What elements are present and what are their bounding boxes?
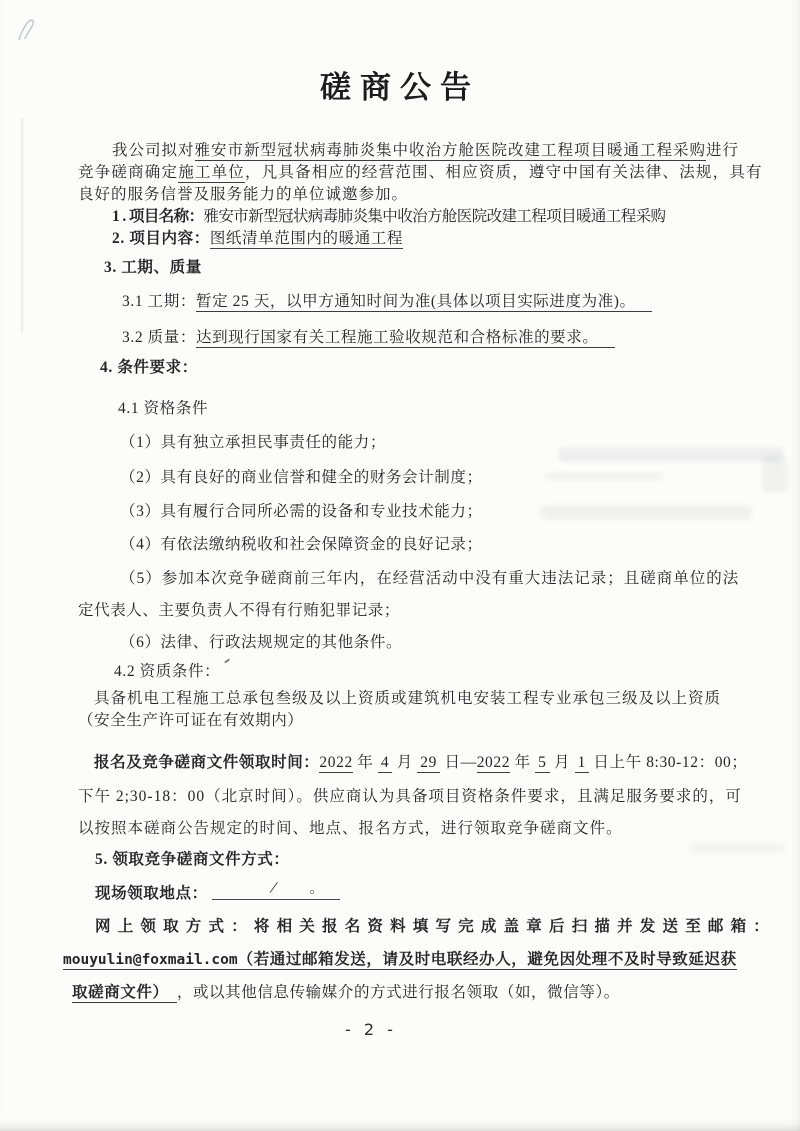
item-qualification-conditions bbox=[118, 398, 208, 420]
condition-6: （6）法律、行政法规规定的其他条件。 bbox=[120, 634, 403, 651]
item-label: 工期、质量 bbox=[121, 259, 202, 276]
item-schedule-quality bbox=[104, 257, 202, 279]
onsite-pickup-location bbox=[95, 877, 340, 905]
registration-time-line-2: 下午 2;30-18：00（北京时间）。供应商认为具备项目资格条件要求，且满足服务要求的，可 bbox=[78, 788, 742, 805]
item-value: 雅安市新型冠状病毒肺炎集中收治方舱医院改建工程项目暖通工程采购 bbox=[203, 208, 666, 225]
intro-line-2 bbox=[78, 162, 763, 184]
registration-time-line-1 bbox=[94, 752, 748, 774]
date-year-underlined: 2022 bbox=[476, 754, 511, 771]
qualification-line-2: （安全生产许可证在有效期内） bbox=[78, 712, 304, 729]
item-value-underlined: 暂定 25 天，以甲方通知时间为准(具体以项目实际进度为准)。 bbox=[196, 293, 652, 312]
intro-line-1 bbox=[112, 140, 739, 162]
date-separator: 月 bbox=[392, 754, 418, 771]
email-line-2 bbox=[72, 982, 620, 1004]
handwritten-slash: / bbox=[269, 877, 278, 898]
item-project-content bbox=[112, 228, 403, 250]
condition-5-line-1: （5）参加本次竞争磋商前三年内，在经营活动中没有重大违法记录；且磋商单位的法 bbox=[120, 570, 740, 587]
item-label: 资质条件： bbox=[139, 663, 221, 680]
item-credential-conditions bbox=[114, 661, 220, 683]
time-text: 日上午 8:30-12：00； bbox=[588, 754, 748, 771]
intro-text: ，凡具备相应的经营范围、相应资质，遵守中国有关法律、法规，具有 bbox=[245, 164, 763, 181]
item-value-underlined: 图纸清单范围内的暖通工程 bbox=[209, 230, 404, 247]
item-label: 质量： bbox=[147, 329, 196, 346]
intro-text: 进行 bbox=[706, 142, 740, 159]
other-media-text: ，或以其他信息传输媒介的方式进行报名领取（如，微信等）。 bbox=[176, 984, 620, 1001]
condition-1: （1）具有独立承担民事责任的能力； bbox=[120, 434, 386, 451]
intro-line-3: 良好的服务信誉及服务能力的单位诚邀参加。 bbox=[78, 186, 409, 203]
item-label: 条件要求： bbox=[117, 359, 198, 376]
item-label: 工期： bbox=[147, 293, 196, 310]
registration-time-line-3: 以按照本磋商公告规定的时间、地点、报名方式，进行领取竞争磋商文件。 bbox=[78, 820, 623, 837]
bleedthrough-artifact bbox=[540, 505, 752, 520]
item-number: 3.1 bbox=[122, 293, 144, 310]
item-project-name bbox=[112, 206, 665, 228]
scan-tick-artifact bbox=[224, 658, 230, 663]
item-number: 4.1 bbox=[118, 400, 140, 417]
intro-text: 竞争磋商确定 bbox=[78, 164, 179, 181]
registration-label: 报名及竞争磋商文件领取时间： bbox=[94, 754, 320, 771]
date-separator: 月 bbox=[549, 754, 575, 771]
item-value-underlined: 达到现行国家有关工程施工验收规范和合格标准的要求。 bbox=[196, 329, 615, 348]
item-number: 4.2 bbox=[114, 663, 136, 680]
condition-5-line-2: 定代表人、主要负责人不得有行贿犯罪记录； bbox=[78, 602, 401, 619]
bleedthrough-artifact bbox=[690, 843, 785, 853]
date-day-underlined: 29 bbox=[417, 754, 440, 773]
item-number: 5. bbox=[95, 851, 108, 868]
date-month-underlined: 4 bbox=[378, 754, 392, 773]
item-label: 项目内容： bbox=[129, 230, 210, 247]
item-number: 1 . bbox=[112, 208, 126, 225]
condition-3: （3）具有履行合同所必需的设备和专业技术能力； bbox=[120, 503, 483, 520]
condition-4: （4）有依法缴纳税收和社会保障资金的良好记录； bbox=[120, 536, 483, 553]
underlined-construction-unit: 施工单位 bbox=[178, 164, 246, 181]
online-pickup-line: 网上领取方式：将相关报名资料填写完成盖章后扫描并发送至邮箱： bbox=[95, 918, 777, 935]
item-number: 3.2 bbox=[122, 329, 144, 346]
bleedthrough-artifact bbox=[545, 472, 663, 481]
email-note-underlined: （若通过邮箱发送，请及时电联经办人，避免因处理不及时导致延迟获 bbox=[237, 951, 737, 968]
date-separator: 日— bbox=[440, 754, 477, 771]
email-address: mouyulin@foxmail.com bbox=[63, 952, 238, 968]
date-month-underlined: 5 bbox=[535, 754, 549, 773]
scan-streak-artifact bbox=[21, 118, 23, 333]
qualification-line-1: 具备机电工程施工总承包叁级及以上资质或建筑机电安装工程专业承包三级及以上资质 bbox=[94, 690, 722, 707]
underlined-project-name: 雅安市新型冠状病毒肺炎集中收治方舱医院改建工程项目暖通工程采购 bbox=[194, 142, 707, 159]
item-schedule bbox=[122, 291, 652, 313]
date-day-underlined: 1 bbox=[575, 754, 589, 773]
bleedthrough-artifact bbox=[558, 447, 783, 462]
item-number: 3. bbox=[104, 259, 117, 276]
intro-text: 我公司拟对 bbox=[112, 142, 195, 159]
item-number: 2. bbox=[112, 230, 125, 247]
item-label: 领取竞争磋商文件方式： bbox=[112, 851, 290, 868]
email-note-underlined: 取磋商文件） bbox=[72, 984, 177, 1003]
item-quality bbox=[122, 327, 615, 349]
item-document-pickup-method bbox=[95, 849, 289, 871]
condition-2: （2）具有良好的商业信誉和健全的财务会计制度； bbox=[120, 469, 483, 486]
blank-fill-line bbox=[212, 877, 340, 900]
date-separator: 年 bbox=[352, 754, 378, 771]
item-number: 4. bbox=[100, 359, 113, 376]
item-label: 资格条件 bbox=[143, 400, 209, 417]
page-number: - 2 - bbox=[345, 1020, 397, 1039]
pickup-label: 现场领取地点： bbox=[95, 885, 208, 902]
item-label: 项目名称： bbox=[128, 208, 204, 225]
pen-mark-artifact bbox=[14, 10, 46, 46]
bleedthrough-artifact bbox=[762, 455, 788, 493]
page-title: 磋商公告 bbox=[320, 70, 480, 105]
date-year-underlined: 2022 bbox=[319, 754, 353, 771]
period-mark: 。 bbox=[309, 882, 325, 897]
item-requirements bbox=[100, 357, 198, 379]
date-separator: 年 bbox=[510, 754, 536, 771]
email-line-1 bbox=[63, 949, 737, 971]
